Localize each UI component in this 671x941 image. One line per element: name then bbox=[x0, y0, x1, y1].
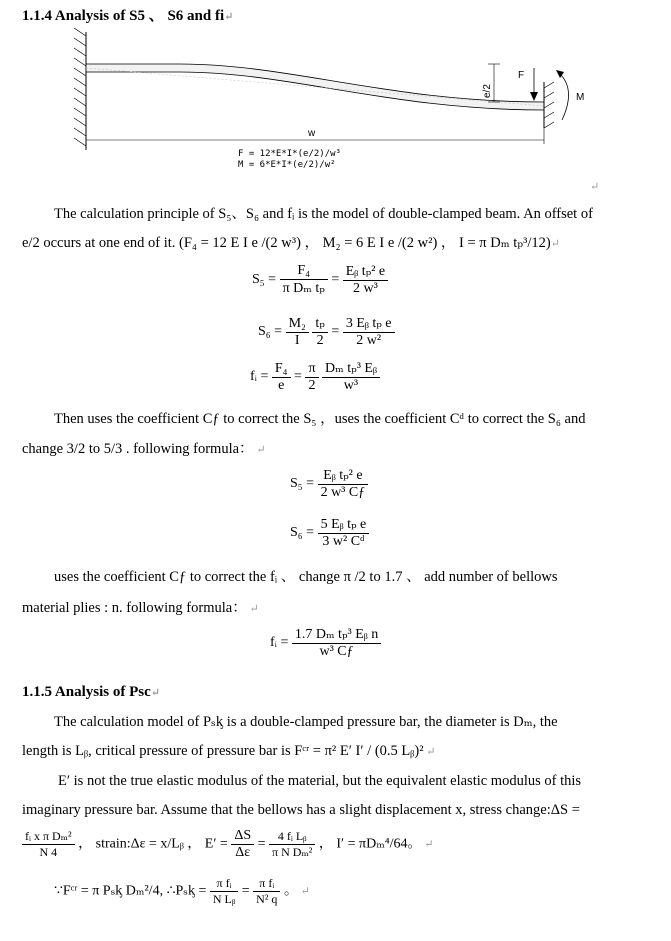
left-wall-hatch bbox=[74, 28, 86, 146]
eq-s5-b: S₅ = $\frac{\text{Eᵦ tₚ² e}}{\text{2 w³ Cƒ}}$ bbox=[290, 467, 368, 501]
eq-s6-a: S₆ = $\frac{\text{M₂}}{I}$ $\frac{\text{tₚ}}{2}$ = $\frac{\text{3 Eᵦ tₚ e}}{\text{2 w²}}$ bbox=[258, 315, 395, 349]
para3-line2: material plies : n. following formula： ↵ bbox=[22, 600, 259, 616]
eq-fi-a: fᵢ = $\frac{\text{F₄}}{e}$ = $\frac{\pi}{2}$ $\frac{\text{Dₘ tₚ³ Eᵦ}}{\text{w³}}$ bbox=[250, 360, 380, 394]
beam-diagram bbox=[60, 28, 620, 178]
para3-line1: uses the coefficient Cƒ to correct the fᵢ 、 change π /2 to 1.7 、 add number of bellows bbox=[54, 569, 558, 585]
formula-F: F = 12*E*I*(e/2)/w³ bbox=[238, 149, 341, 159]
para1-line1: The calculation principle of S₅、S₆ and fᵢ is the model of double-clamped beam. An offset of bbox=[54, 206, 593, 222]
eq-psc: ∵Fᶜʳ = π Pₛᶄ Dₘ²/4, ∴Pₛᶄ = $\frac{\text{π fᵢ}}{\text{N Lᵦ}}$ = $\frac{\text{π fᵢ}}{\text{N² q}}$ 。 ↵ bbox=[54, 876, 310, 906]
right-wall-hatch bbox=[544, 82, 554, 128]
label-e2: e/2 bbox=[482, 84, 493, 98]
eq-s5-a: S₅ = $\frac{\text{F₄}}{\text{π Dₘ tₚ}}$ = $\frac{\text{Eᵦ tₚ² e}}{\text{2 w³}}$ bbox=[252, 263, 388, 297]
label-F: F bbox=[518, 70, 525, 81]
formula-M: M = 6*E*I*(e/2)/w² bbox=[238, 160, 336, 170]
para2-line2: change 3/2 to 5/3 . following formula： ↵ bbox=[22, 441, 266, 457]
section-title-1-1-5: 1.1.5 Analysis of Psc↵ bbox=[22, 684, 160, 700]
label-w: w bbox=[308, 128, 316, 139]
para5-line2: imaginary pressure bar. Assume that the bellows has a slight displacement x, stress change:ΔS = bbox=[22, 802, 580, 818]
eq-fi-b: fᵢ = $\frac{\text{1.7 Dₘ tₚ³ Eᵦ n}}{\text{w³ Cƒ}}$ bbox=[270, 626, 381, 660]
para5-line1: E′ is not the true elastic modulus of the material, but the equivalent elastic modulus of this bbox=[58, 773, 582, 789]
para2-line1: Then uses the coefficient Cƒ to correct the S₅ ，uses the coefficient Cᵈ to correct the S₆ and bbox=[54, 411, 586, 427]
para4-line1: The calculation model of Pₛᶄ is a double-clamped pressure bar, the diameter is Dₘ, the bbox=[54, 714, 558, 730]
para4-line2: length is Lᵦ, critical pressure of pressure bar is Fᶜʳ = π² E′ I′ / (0.5 Lᵦ)² ↵ bbox=[22, 743, 436, 759]
section-title-text: 1.1.4 Analysis of S5 、 S6 and fi bbox=[22, 8, 225, 24]
eq-strain: $\frac{\text{fᵢ x π Dₘ²}}{N 4}$ ， strain:Δε = x/Lᵦ ， E′ = $\frac{\Delta S}{\Delta\varepsilon}$ = $\frac{\text{4 fᵢ Lᵦ}}{\text{π N Dₘ²}}$ ， I′ = πDₘ⁴/64。 ↵ bbox=[22, 828, 434, 861]
para1-line2: e/2 occurs at one end of it. (F₄ = 12 E I e /(2 w³) ， M₂ = 6 E I e /(2 w²) ， I = π Dₘ tₚ³/12)↵ bbox=[22, 235, 560, 251]
eq-s6-b: S₆ = $\frac{\text{5 Eᵦ tₚ e}}{\text{3 w² Cᵈ}}$ bbox=[290, 516, 369, 550]
moment-arc bbox=[560, 74, 569, 120]
section-title-1-1-4: 1.1.4 Analysis of S5 、 S6 and fi↵ bbox=[22, 8, 234, 24]
label-M: M bbox=[576, 92, 585, 103]
